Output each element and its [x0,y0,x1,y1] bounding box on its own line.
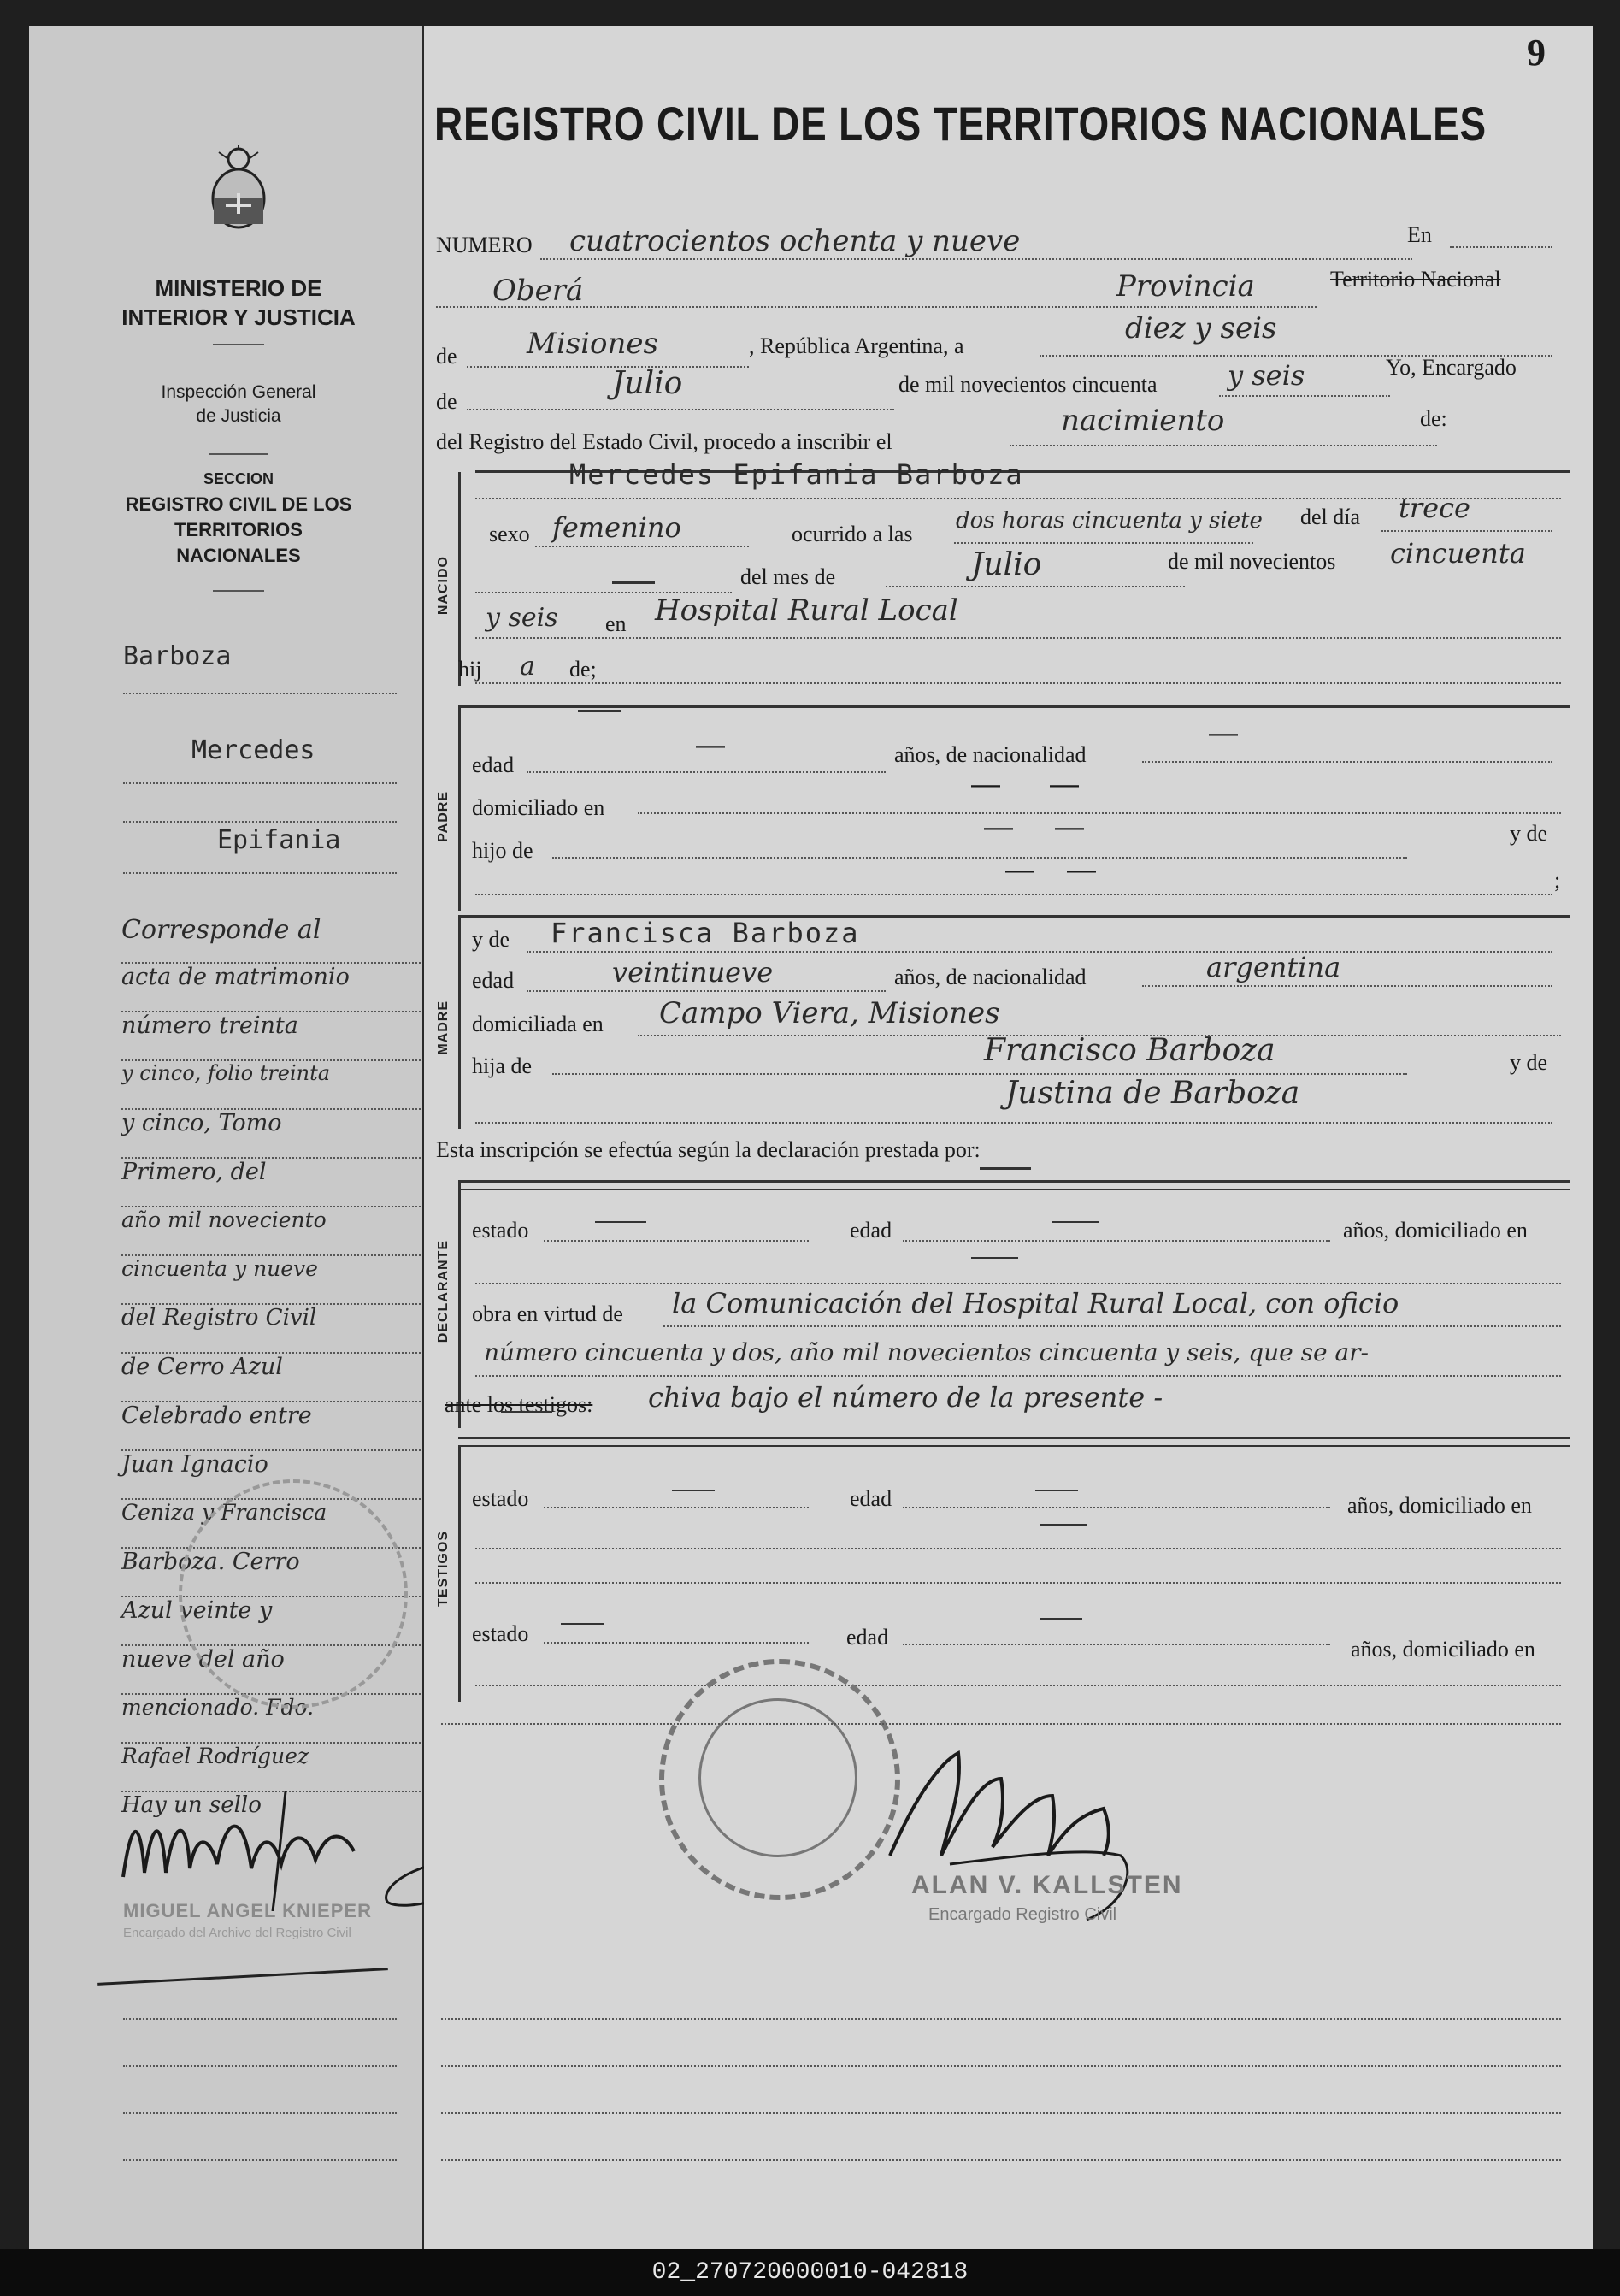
margin-given-name-1: Mercedes [191,735,315,765]
margin-note-line: acta de matrimonio [121,964,421,1012]
del-dia-label: del día [1300,505,1361,529]
del-registro-label: del Registro del Estado Civil, procedo a inscribir el [436,429,892,454]
hij-de-label: de; [569,657,597,682]
act-type-value: nacimiento [1061,404,1225,438]
numero-value: cuatrocientos ochenta y nueve [569,224,1021,258]
republica-label: , República Argentina, a [749,333,964,358]
obra-label: obra en virtud de [472,1301,623,1326]
madre-age-value: veintinueve [612,956,774,989]
margin-note-line: Azul veinte y [121,1597,421,1646]
obra-line-2: número cincuenta y dos, año mil novecientos cincuenta y seis, que se ar- [484,1338,1370,1366]
margin-surname: Barboza [123,641,232,671]
numero-label: NUMERO [436,233,533,257]
margin-note-line: Hay un sello [121,1792,262,1818]
padre-domiciliado-label: domiciliado en [472,795,605,820]
yo-encargado: Yo, Encargado [1386,355,1517,380]
province-value: Misiones [527,327,658,361]
madre-tab: MADRE [436,1000,451,1055]
margin-note-line: Corresponde al [121,915,421,964]
official-role-stamp: Encargado Registro Civil [928,1905,1117,1924]
margin-note-line: Primero, del [121,1159,421,1207]
nacido-year-cont: y seis [486,603,558,633]
ante-testigos-label: ante los testigos: [445,1392,593,1417]
left-stamp-role: Encargado del Archivo del Registro Civil [123,1926,351,1940]
padre-hijo-dash: — [984,811,1013,843]
madre-anos-label: años, de nacionalidad [894,965,1087,989]
margin-note-line: del Registro Civil [121,1305,421,1354]
de-label-1: de [436,344,457,369]
month-value: Julio [612,366,683,401]
hij-suffix: a [520,652,535,682]
padre-domicilio-dash-2: — [1050,768,1079,800]
document-sheet [29,26,1593,2249]
ocurrido-label: ocurrido a las [792,522,913,546]
hour-value: dos horas cincuenta y siete [956,508,1263,534]
testigo2-edad-label: edad [846,1625,889,1650]
de-label-2: de [436,389,457,414]
madre-hija-de-label: hija de [472,1054,533,1078]
section-title: REGISTRO CIVIL DE LOS TERRITORIOS NACIONALES [125,493,352,566]
en-label-nacido: en [605,611,627,636]
madre-father-value: Francisco Barboza [984,1033,1275,1068]
padre-line3-dash-2: — [1067,853,1096,886]
padre-hijo-de-label: hijo de [472,838,533,863]
margin-note-line: Rafael Rodríguez [121,1744,421,1792]
margin-note-line: Juan Ignacio [121,1451,421,1500]
declarante-tab: DECLARANTE [436,1240,451,1343]
padre-domicilio-dash: — [971,768,1000,800]
year-text: de mil novecientos cincuenta [898,372,1158,397]
nacido-place-value: Hospital Rural Local [655,593,958,628]
margin-given-name-2: Epifania [217,825,341,855]
day-value: diez y seis [1125,311,1277,345]
obra-line-3: chiva bajo el número de la presente - [648,1381,1163,1414]
margin-note-line: nueve del año [121,1646,421,1695]
declarante-estado-label: estado [472,1218,529,1242]
nacido-tab: NACIDO [436,556,451,616]
hij-label: hij [458,657,482,682]
nacido-year-value: cincuenta [1390,537,1526,570]
territorio-label: Territorio Nacional [1330,267,1501,292]
declarante-anos-label: años, domiciliado en [1343,1218,1528,1242]
margin-note-line: y cinco, Tomo [121,1110,421,1159]
margin-note-line: cincuenta y nueve [121,1256,421,1305]
nacido-month-value: Julio [971,547,1042,582]
madre-edad-label: edad [472,968,515,993]
declarante-edad-label: edad [850,1218,892,1242]
de-mil-label: de mil novecientos [1168,549,1336,574]
padre-hijo-dash-2: — [1055,811,1084,843]
official-name-stamp: ALAN V. KALLSTEN [911,1871,1183,1899]
year-value: y seis [1228,359,1305,392]
testigos-tab: TESTIGOS [436,1531,451,1607]
madre-mother-value: Justina de Barboza [1005,1076,1300,1111]
margin-note-line: de Cerro Azul [121,1354,421,1402]
padre-y-de-label: y de [1510,821,1548,846]
declaration-intro: Esta inscripción se efectúa según la declaración prestada por: [436,1137,981,1162]
left-seal [179,1479,408,1709]
margin-note-line: Barboza. Cerro [121,1549,421,1597]
madre-y-de-label: y de [472,927,510,952]
margin-note-line: Ceniza y Francisca [121,1500,421,1549]
de-label-3: de: [1420,406,1447,431]
padre-nationality-dash: — [1209,717,1238,749]
registry-seal [659,1659,900,1900]
left-margin-page [29,26,425,2249]
inspection-title: Inspección General de Justicia [161,382,316,426]
form-title: REGISTRO CIVIL DE LOS TERRITORIOS NACIONALES [434,97,1487,151]
sexo-value: femenino [552,511,681,544]
testigo1-anos-label: años, domiciliado en [1347,1493,1532,1518]
padre-edad-label: edad [472,753,515,777]
testigo1-edad-label: edad [850,1486,892,1511]
ministry-title: MINISTERIO DE INTERIOR Y JUSTICIA [121,275,356,330]
section-label: SECCION [203,470,274,487]
madre-domiciliada-label: domiciliada en [472,1012,604,1036]
testigo2-estado-label: estado [472,1621,529,1646]
madre-y-de-label-2: y de [1510,1050,1548,1075]
page-number: 9 [1527,32,1546,74]
place-value: Oberá [492,274,584,308]
nacido-name: Mercedes Epifania Barboza [569,458,1024,491]
madre-name: Francisca Barboza [551,917,860,949]
padre-semicolon: ; [1554,868,1561,893]
margin-note-line: Celebrado entre [121,1402,421,1451]
margin-note-line: y cinco, folio treinta [121,1061,421,1110]
padre-edad-dash: — [696,729,725,761]
provincia-value: Provincia [1116,269,1255,304]
madre-address-value: Campo Viera, Misiones [659,996,1000,1030]
margin-note-line: año mil noveciento [121,1207,421,1256]
margin-note-line: mencionado. Fdo. [121,1695,421,1744]
filename-footer: 02_270720000010-042818 [0,2249,1620,2296]
padre-anos-label: años, de nacionalidad [894,742,1087,767]
coat-of-arms-icon [207,145,270,231]
del-mes-label: del mes de [740,564,836,589]
nacido-day-value: trece [1399,492,1470,524]
margin-note-line: número treinta [121,1012,421,1061]
testigo1-estado-label: estado [472,1486,529,1511]
padre-tab: PADRE [436,791,451,842]
obra-line-1: la Comunicación del Hospital Rural Local, con oficio [672,1287,1399,1319]
testigo2-anos-label: años, domiciliado en [1351,1637,1535,1662]
left-stamp-name: MIGUEL ANGEL KNIEPER [123,1900,372,1921]
en-label: En [1407,222,1432,247]
madre-nationality-value: argentina [1206,951,1341,983]
form-page [424,26,1593,2249]
sexo-label: sexo [489,522,530,546]
padre-line3-dash: — [1005,853,1034,886]
